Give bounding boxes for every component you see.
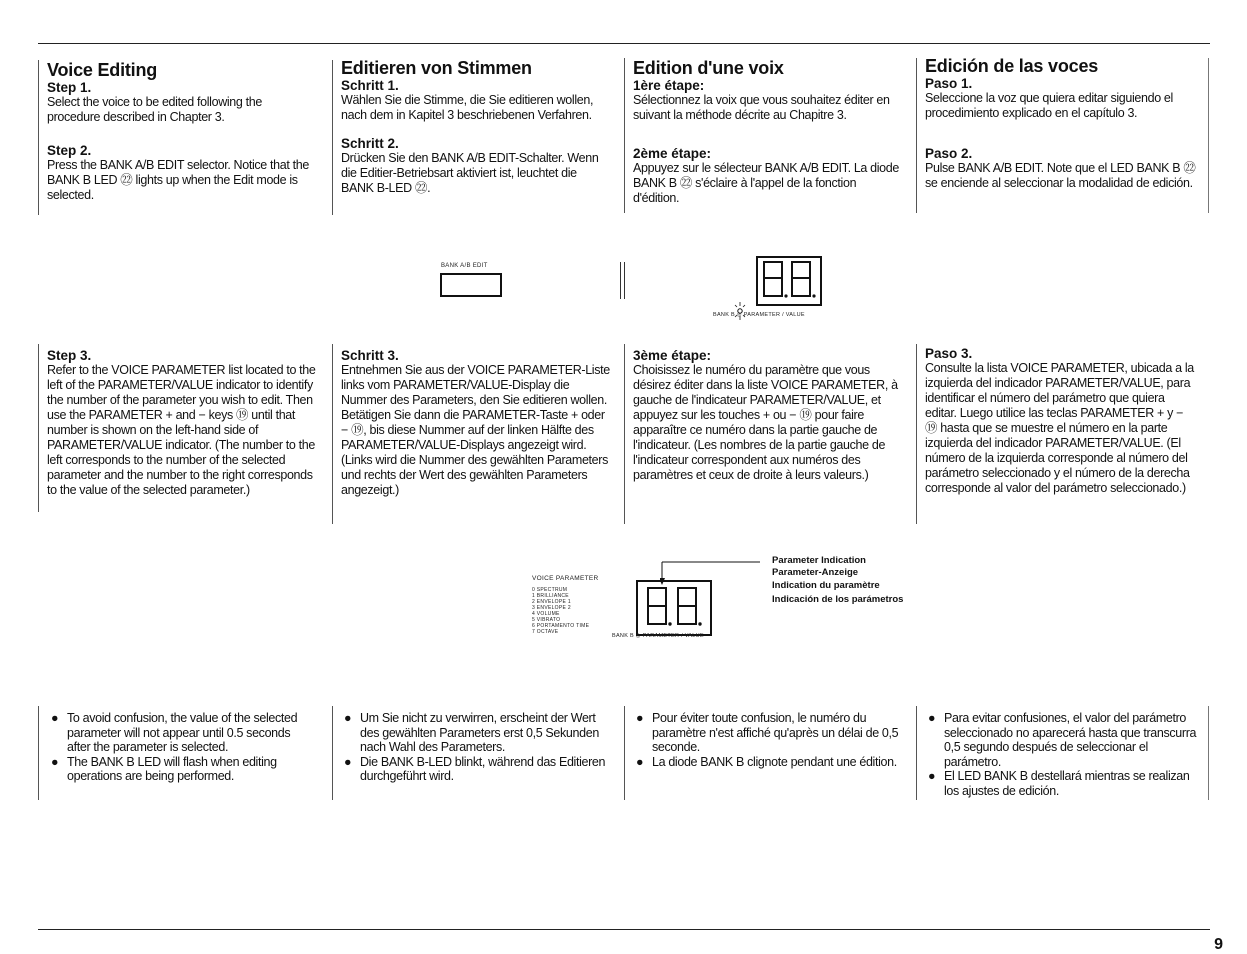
german-step3 xyxy=(341,348,613,498)
column-french xyxy=(633,58,903,206)
french-notes xyxy=(636,711,904,769)
step-label: Step 2. xyxy=(47,143,92,158)
column-right-edge xyxy=(1208,706,1209,800)
step-text: Consulte la lista VOICE PARAMETER, ubicada a la izquierda del indicador PARAMETER/VALUE, para identificar el número del parámetro que quiera editar. Luego utilice las teclas PARAMETER + y − ⑲ hasta que se muestre el número en la parte izquierda del indicador PARAMETER/VALUE. (El número de la izquierda corresponde al número del parámetro seleccionado y el número de la derecha corresponde al valor del parámetro seleccionado.) xyxy=(925,361,1194,495)
note-item: ● Para evitar confusiones, el valor del parámetro seleccionado no aparecerá hasta que transcurra 0,5 segundo después de seleccionar el parámetro. xyxy=(928,711,1197,769)
voice-parameter-title: VOICE PARAMETER xyxy=(532,575,599,582)
step-label: 3ème étape: xyxy=(633,348,712,363)
parameter-list-item: 6 PORTAMENTO TIME xyxy=(532,623,590,629)
section-title: Voice Editing xyxy=(47,60,158,80)
legend-label: Parameter Indication xyxy=(772,555,866,566)
column-divider xyxy=(38,60,39,215)
step-text: Press the BANK A/B EDIT selector. Notice that the BANK B LED ㉒ lights up when the Edit mode is selected. xyxy=(47,158,309,202)
english-notes xyxy=(51,711,313,784)
step-label: Step 3. xyxy=(47,348,92,363)
column-divider xyxy=(624,58,625,213)
bullet-icon: ● xyxy=(344,711,352,725)
step-text: Sélectionnez la voix que vous souhaitez éditer en suivant la méthode décrite au Chapitre 3. xyxy=(633,93,890,122)
step-text: Entnehmen Sie aus der VOICE PARAMETER-Liste links vom PARAMETER/VALUE-Display die Nummer des Parameters, den Sie editieren wollen. Betätigen Sie dann die PARAMETER-Taste + oder − ⑲, bis diese Nummer auf der linken Hälfte des PARAMETER/VALUE-Displays angezeigt wird. (Links wird die Nummer des gewählten Parameters und rechts der Wert des gewählten Parameters angezeigt.) xyxy=(341,363,610,497)
section-title: Edición de las voces xyxy=(925,56,1099,76)
parameter-list-item: 1 BRILLIANCE xyxy=(532,593,569,599)
english-step3 xyxy=(47,348,323,498)
step-text: Refer to the VOICE PARAMETER list located to the left of the PARAMETER/VALUE indicator to identify the number of the parameter you wish to edit. Then use the PARAMETER + and − keys ⑲ until that number is shown on the left-hand side of PARAMETER/VALUE indicator. (The number to the left corresponds to the number of the selected parameter and the number to the right corresponds to the value of the selected parameter.) xyxy=(47,363,316,497)
bullet-icon: ● xyxy=(51,754,59,769)
step-text: Wählen Sie die Stimme, die Sie editieren wollen, nach dem in Kapitel 3 beschriebenen Verfahren. xyxy=(341,93,594,122)
column-divider xyxy=(38,344,39,512)
separator-mark xyxy=(620,262,621,299)
bullet-icon: ● xyxy=(636,754,644,769)
parameter-list-item: 5 VIBRATO xyxy=(532,617,561,623)
column-divider xyxy=(38,706,39,800)
column-divider xyxy=(916,344,917,524)
display-caption-2: BANK B ◎ PARAMETER / VALUE xyxy=(612,633,704,639)
legend-label: Parameter-Anzeige xyxy=(772,567,859,578)
bullet-icon: ● xyxy=(928,711,936,725)
page-number: 9 xyxy=(1214,936,1223,953)
separator-mark xyxy=(624,262,625,299)
led-digits xyxy=(758,258,818,302)
step-label: 1ère étape: xyxy=(633,78,705,93)
bullet-icon: ● xyxy=(636,711,644,725)
note-item: ● La diode BANK B clignote pendant une édition. xyxy=(636,754,897,769)
note-item: ● Die BANK B-LED blinkt, während das Editieren durchgeführt wird. xyxy=(344,754,606,783)
parameter-list-item: 7 OCTAVE xyxy=(532,629,559,635)
note-item: ● Um Sie nicht zu verwirren, erscheint der Wert des gewählten Parameters erst 0,5 Sekunden nach Wahl des Parameters. xyxy=(344,711,599,754)
column-divider xyxy=(332,706,333,800)
step-text: Drücken Sie den BANK A/B EDIT-Schalter. Wenn die Editier-Betriebsart aktiviert ist, leuchtet die BANK B-LED ㉒. xyxy=(341,151,599,195)
bullet-icon: ● xyxy=(51,711,59,725)
bullet-icon: ● xyxy=(344,754,352,769)
top-rule xyxy=(38,43,1210,44)
step-label: Schritt 2. xyxy=(341,136,399,151)
display-caption: BANK B ◎ PARAMETER / VALUE xyxy=(713,312,805,318)
section-title: Editieren von Stimmen xyxy=(341,58,532,78)
column-divider xyxy=(332,60,333,215)
step-text: Appuyez sur le sélecteur BANK A/B EDIT. La diode BANK B ㉒ s'éclaire à l'appel de la fonction d'édition. xyxy=(633,161,899,205)
legend-label: Indication du paramètre xyxy=(772,580,880,591)
leader-line xyxy=(660,556,764,586)
legend-label: Indicación de los parámetros xyxy=(772,594,904,605)
column-german xyxy=(341,58,611,196)
step-text: Select the voice to be edited following the procedure described in Chapter 3. xyxy=(47,95,262,124)
step-text: Pulse BANK A/B EDIT. Note que el LED BANK B ㉒ se enciende al seleccionar la modalidad de edición. xyxy=(925,161,1196,190)
parameter-list-item: 3 ENVELOPE 2 xyxy=(532,605,571,611)
bottom-rule xyxy=(38,929,1210,930)
step-label: 2ème étape: xyxy=(633,146,712,161)
step-label: Paso 3. xyxy=(925,346,973,361)
column-divider xyxy=(332,344,333,524)
column-divider xyxy=(916,58,917,213)
step-label: Schritt 3. xyxy=(341,348,399,363)
spanish-notes xyxy=(928,711,1198,798)
column-english xyxy=(47,60,317,203)
step-text: Seleccione la voz que quiera editar siguiendo el procedimiento explicado en el capítulo 3. xyxy=(925,91,1173,120)
parameter-list-item: 2 ENVELOPE 1 xyxy=(532,599,571,605)
note-item: ● To avoid confusion, the value of the selected parameter will not appear until 0.5 seconds after the parameter is selected. xyxy=(51,711,298,754)
column-right-edge xyxy=(1208,58,1209,213)
note-item: ● The BANK B LED will flash when editing operations are being performed. xyxy=(51,754,277,783)
step-label: Paso 2. xyxy=(925,146,973,161)
step-label: Step 1. xyxy=(47,80,92,95)
column-spanish xyxy=(925,56,1200,191)
spanish-step3 xyxy=(925,346,1197,496)
german-notes xyxy=(344,711,614,784)
parameter-list-item: 4 VOLUME xyxy=(532,611,560,617)
column-divider xyxy=(916,706,917,800)
french-step3 xyxy=(633,348,905,483)
led-digits-2 xyxy=(640,584,706,630)
note-item: ● El LED BANK B destellará mientras se realizan los ajustes de edición. xyxy=(928,769,1190,798)
step-label: Paso 1. xyxy=(925,76,973,91)
column-divider xyxy=(624,706,625,800)
bank-switch-label: BANK A/B EDIT xyxy=(441,263,488,269)
step-text: Choisissez le numéro du paramètre que vous désirez éditer dans la liste VOICE PARAMETER, à gauche de l'indicateur PARAMETER/VALUE, et appuyez sur les touches + ou − ⑲ pour faire apparaître ce numéro dans la partie gauche de l'indicateur. (Les nombres de la partie gauche de l'indicateur correspondent aux numéros des paramètres et ceux de droite à leurs valeurs.) xyxy=(633,363,898,482)
bank-switch-button xyxy=(440,273,502,297)
bullet-icon: ● xyxy=(928,769,936,783)
column-divider xyxy=(624,344,625,524)
step-label: Schritt 1. xyxy=(341,78,399,93)
section-title: Edition d'une voix xyxy=(633,58,784,78)
parameter-list-item: 0 SPECTRUM xyxy=(532,587,568,593)
note-item: ● Pour éviter toute confusion, le numéro du paramètre n'est affiché qu'après un délai de 0,5 seconde. xyxy=(636,711,899,754)
